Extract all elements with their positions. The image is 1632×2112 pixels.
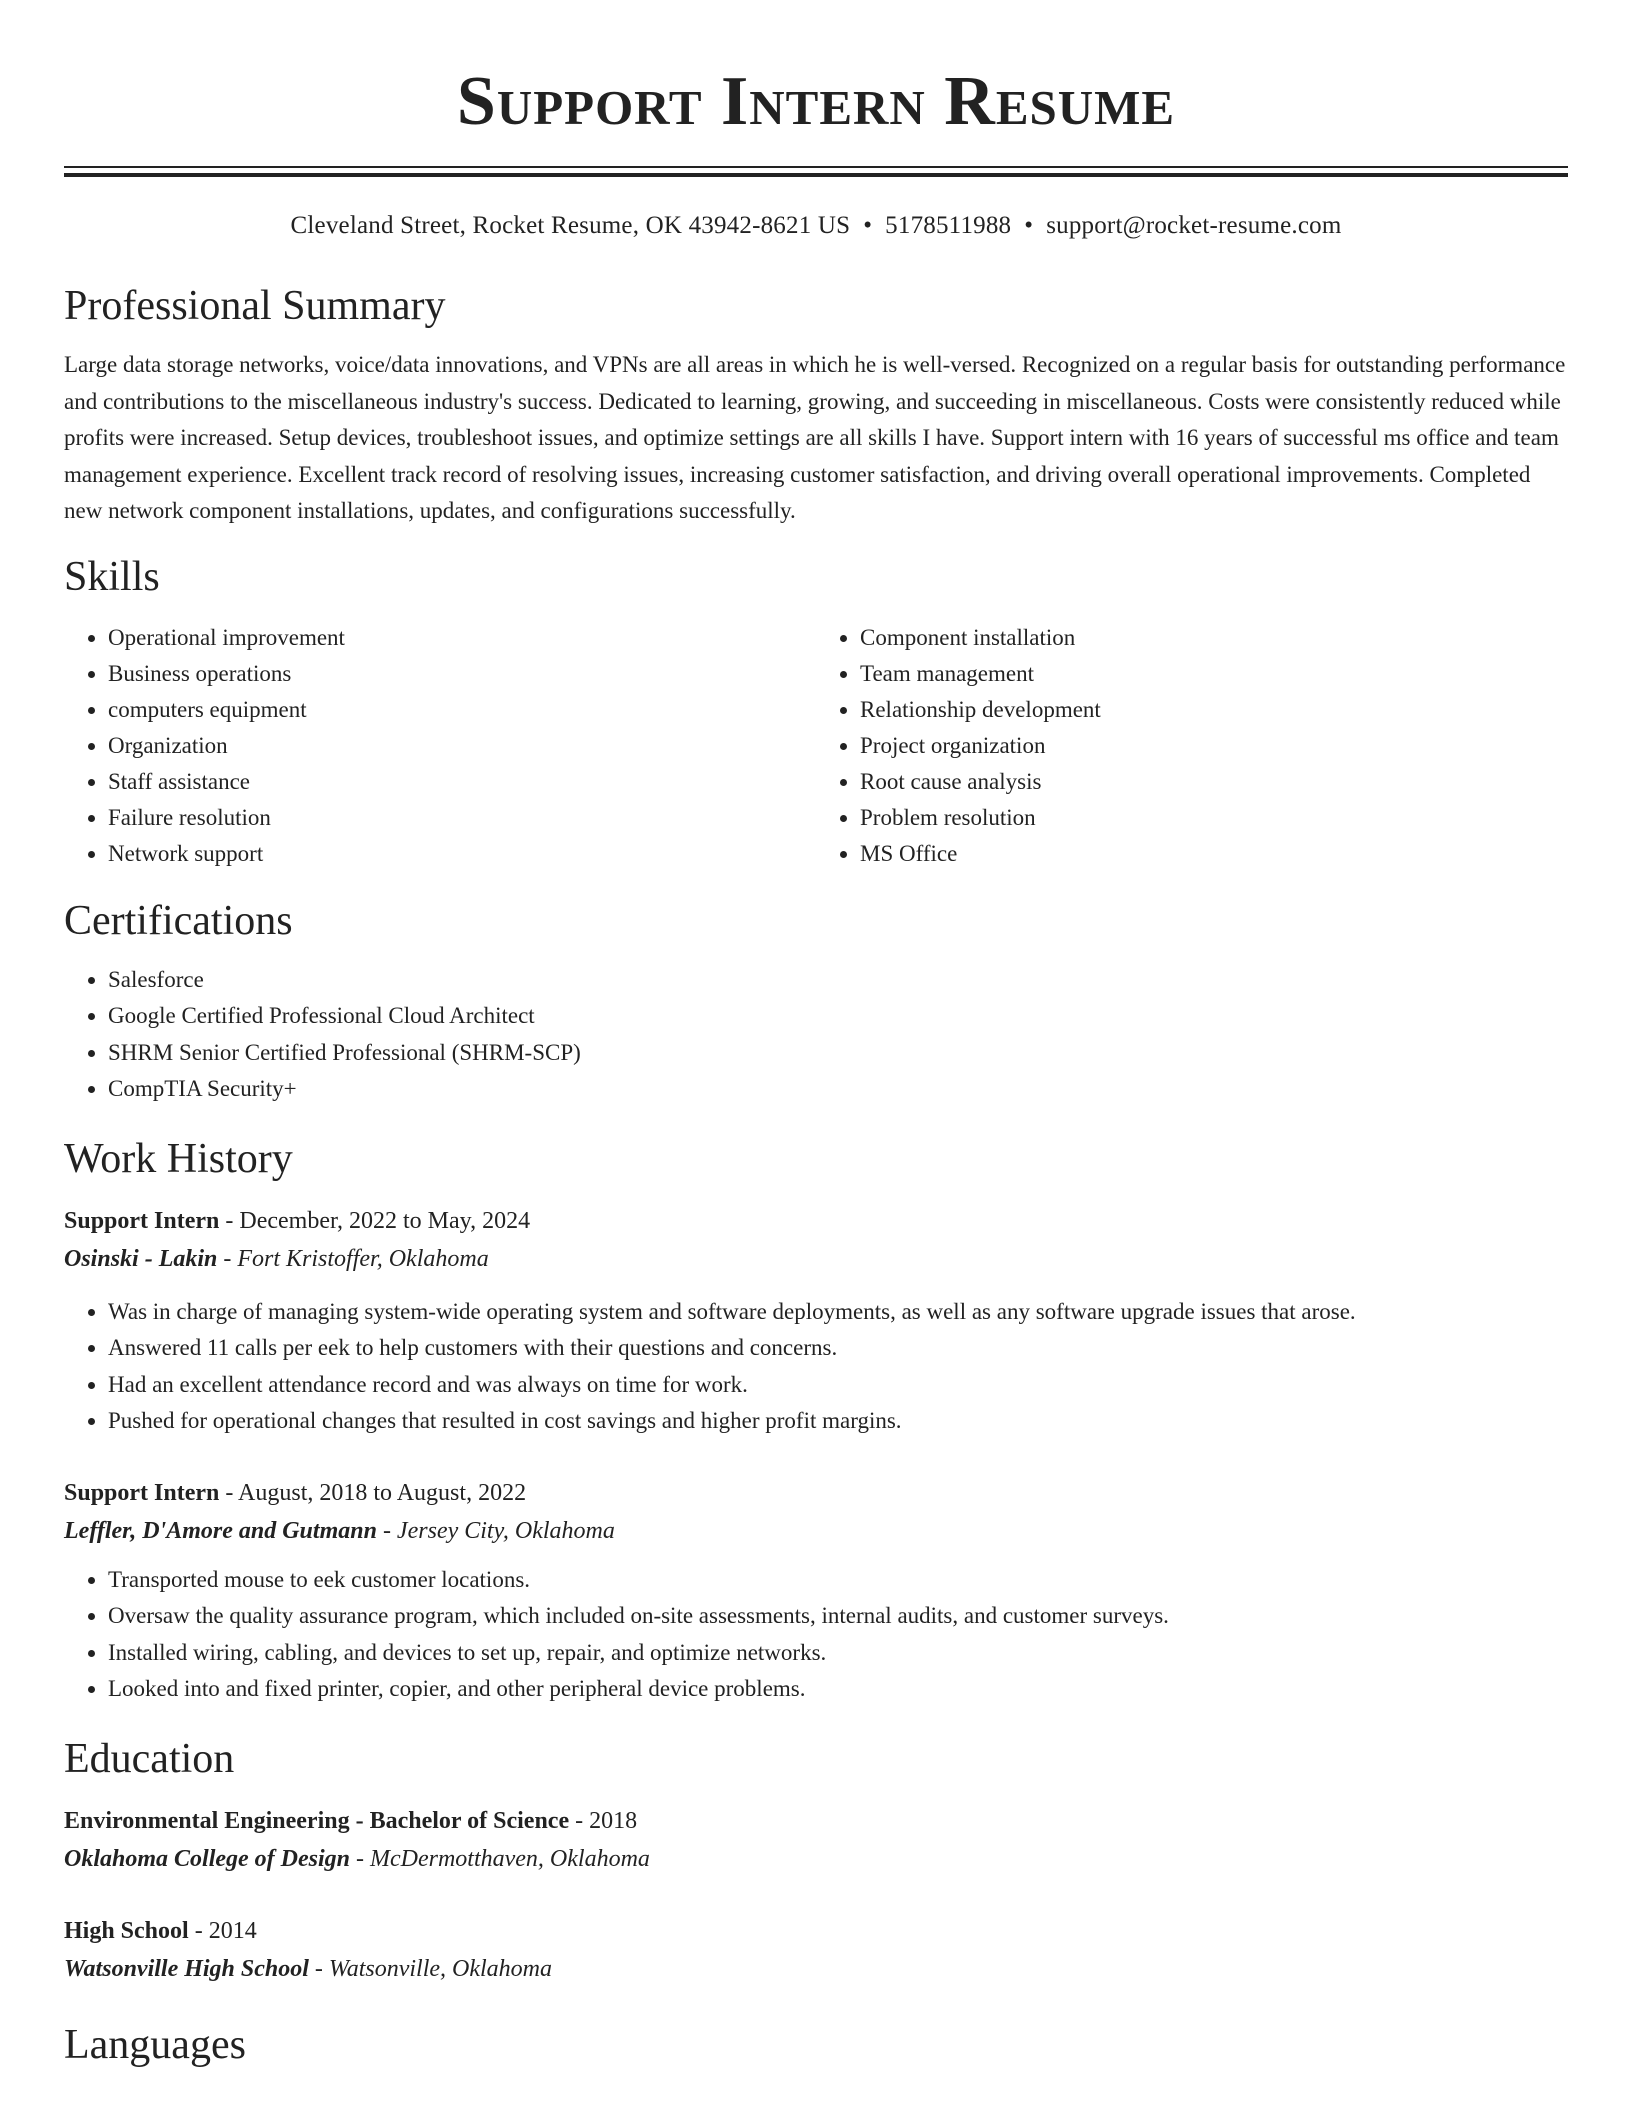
certifications-heading: Certifications xyxy=(64,897,293,944)
resume-title: Support Intern Resume xyxy=(456,63,1176,140)
education-location: - Watsonville, Oklahoma xyxy=(308,1955,553,1982)
job-duty-item: • Looked into and fixed printer, copier, and other peripheral device problems. xyxy=(108,1671,1568,1708)
certification-item: • SHRM Senior Certified Professional (SHRM-SCP) xyxy=(108,1035,1568,1072)
job-title: Support Intern xyxy=(64,1207,220,1234)
job-employer xyxy=(64,1240,1568,1278)
skill-item: • Problem resolution xyxy=(860,800,1568,836)
certification-item: • Google Certified Professional Cloud Architect xyxy=(108,998,1568,1035)
contact-line xyxy=(64,211,1568,241)
education-degree: High School xyxy=(64,1917,189,1944)
education-header xyxy=(64,1912,1568,1950)
job-location: - Fort Kristoffer, Oklahoma xyxy=(217,1245,489,1272)
job-company: Osinski - Lakin xyxy=(64,1245,218,1272)
skill-item: • Project organization xyxy=(860,728,1568,764)
job-duty-item: • Transported mouse to eek customer locations. xyxy=(108,1562,1568,1599)
education-heading: Education xyxy=(64,1735,235,1782)
resume-page xyxy=(64,0,1568,2070)
job-company: Leffler, D'Amore and Gutmann xyxy=(64,1517,377,1544)
skill-item: • Staff assistance xyxy=(108,764,816,800)
work-history-heading: Work History xyxy=(64,1135,293,1182)
skill-item: • Relationship development xyxy=(860,692,1568,728)
education-entry xyxy=(64,1912,1568,1988)
title-divider-thick xyxy=(64,173,1568,177)
job-duty-item: • Had an excellent attendance record and was always on time for work. xyxy=(108,1367,1568,1404)
skills-heading: Skills xyxy=(64,553,160,600)
certifications-list xyxy=(64,962,1568,1108)
skill-item: • Network support xyxy=(108,836,816,872)
skill-item: • Business operations xyxy=(108,656,816,692)
skill-item: • Team management xyxy=(860,656,1568,692)
education-year: - 2014 xyxy=(188,1917,257,1944)
education-location: - McDermotthaven, Oklahoma xyxy=(350,1845,650,1872)
skill-item: • MS Office xyxy=(860,836,1568,872)
contact-separator: • xyxy=(863,212,873,239)
skill-item: • Organization xyxy=(108,728,816,764)
skills-list-left xyxy=(64,620,816,872)
summary-text: Large data storage networks, voice/data innovations, and VPNs are all areas in which he is well-versed. Recognized on a regular basis for outstanding performance and contributions to the miscellaneous industry's success. Dedicated to learning, growing, and succeeding in miscellaneous. Costs were consistently reduced while profits were increased. Setup devices, troubleshoot issues, and optimize settings are all skills I have. Support intern with 16 years of successful ms office and team management experience. Excellent track record of resolving issues, increasing customer satisfaction, and driving overall operational improvements. Completed new network component installations, updates, and configurations successfully. xyxy=(64,352,1566,523)
education-year: - 2018 xyxy=(569,1807,638,1834)
education-degree: Environmental Engineering - Bachelor of Science xyxy=(64,1807,570,1834)
languages-heading: Languages xyxy=(64,2021,246,2068)
skill-item: • Operational improvement xyxy=(108,620,816,656)
job-entry xyxy=(64,1474,1568,1708)
job-location: - Jersey City, Oklahoma xyxy=(376,1517,615,1544)
job-duty-item: • Oversaw the quality assurance program, which included on-site assessments, internal audits, and customer surveys. xyxy=(108,1598,1568,1635)
education-school-line xyxy=(64,1950,1568,1988)
certification-item: • Salesforce xyxy=(108,962,1568,999)
job-duty-item: • Answered 11 calls per eek to help customers with their questions and concerns. xyxy=(108,1330,1568,1367)
education-header xyxy=(64,1802,1568,1840)
job-header xyxy=(64,1202,1568,1240)
job-duties-list xyxy=(64,1562,1568,1708)
skills-grid xyxy=(64,620,1568,872)
contact-separator: • xyxy=(1024,212,1034,239)
job-dates: - August, 2018 to August, 2022 xyxy=(219,1479,527,1506)
job-title: Support Intern xyxy=(64,1479,220,1506)
skill-item: • Failure resolution xyxy=(108,800,816,836)
skills-list-right xyxy=(816,620,1568,872)
job-duty-item: • Was in charge of managing system-wide operating system and software deployments, as well as any software upgrade issues that arose. xyxy=(108,1294,1568,1331)
job-duty-item: • Pushed for operational changes that resulted in cost savings and higher profit margins. xyxy=(108,1403,1568,1440)
education-school: Oklahoma College of Design xyxy=(64,1845,350,1872)
job-employer xyxy=(64,1512,1568,1550)
contact-email: support@rocket-resume.com xyxy=(1046,212,1342,239)
job-dates: - December, 2022 to May, 2024 xyxy=(219,1207,531,1234)
skill-item: • computers equipment xyxy=(108,692,816,728)
contact-phone: 5178511988 xyxy=(885,212,1012,239)
summary-heading: Professional Summary xyxy=(64,283,446,329)
job-entry xyxy=(64,1202,1568,1440)
education-school-line xyxy=(64,1840,1568,1878)
education-entry xyxy=(64,1802,1568,1878)
certification-item: • CompTIA Security+ xyxy=(108,1071,1568,1108)
job-duty-item: • Installed wiring, cabling, and devices to set up, repair, and optimize networks. xyxy=(108,1635,1568,1672)
title-divider-thin xyxy=(64,166,1568,168)
skill-item: • Root cause analysis xyxy=(860,764,1568,800)
skill-item: • Component installation xyxy=(860,620,1568,656)
job-duties-list xyxy=(64,1294,1568,1440)
education-school: Watsonville High School xyxy=(64,1955,309,1982)
contact-address: Cleveland Street, Rocket Resume, OK 43942-8621 US xyxy=(290,212,851,239)
job-header xyxy=(64,1474,1568,1512)
